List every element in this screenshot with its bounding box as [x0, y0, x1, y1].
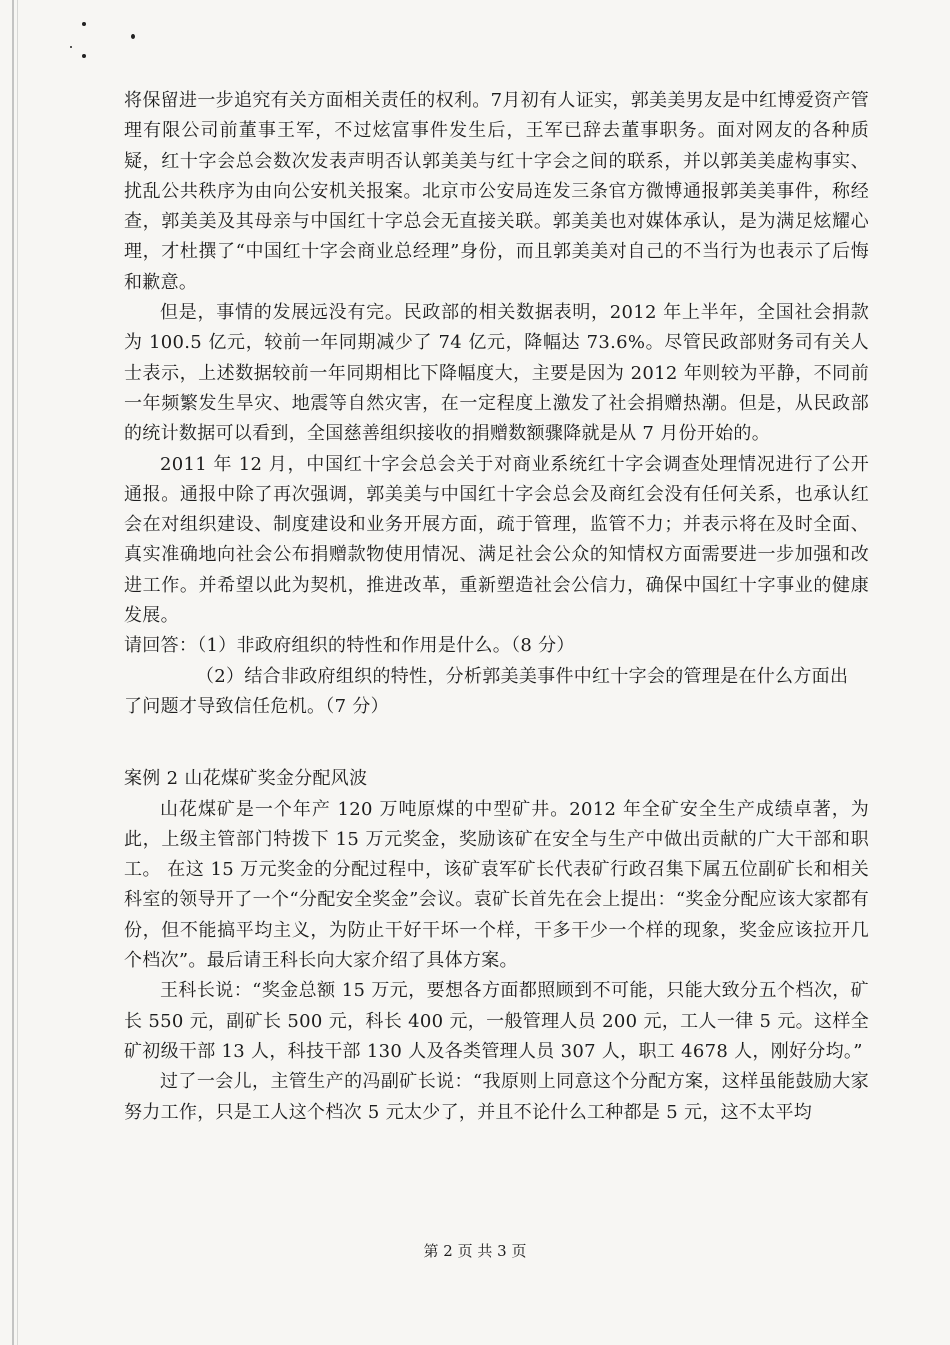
page-number: 第 2 页 共 3 页: [423, 1242, 527, 1260]
scan-edge-line-secondary: [17, 0, 18, 1345]
scan-edge-line: [12, 0, 14, 1345]
question-2: （2）结合非政府组织的特性，分析郭美美事件中红十字会的管理是在什么方面出: [196, 665, 849, 687]
question-2-continued: 了问题才导致信任危机。（7 分）: [124, 695, 389, 717]
scan-speck: [82, 22, 86, 26]
case-2-paragraph-2: 王科长说：“奖金总额 15 万元，要想各方面都照顾到不可能，只能大致分五个档次，矿长 550 元，副矿长 500 元，科长 400 元，一般管理人员 200 元，工人一律 5 元。这样全矿初级干部 13 人，科技干部 130 人及各类管理人员 307 人，职工 4678 人，刚好分均。”: [124, 980, 869, 1062]
scan-speck: [131, 34, 135, 39]
paragraph-2: 但是，事情的发展远没有完。民政部的相关数据表明，2012 年上半年，全国社会捐款为 100.5 亿元，较前一年同期减少了 74 亿元，降幅达 73.6%。尽管民政部财务司有关人士表示，上述数据较前一年同期相比下降幅度大，主要是因为 2012 年则较为平静，不同前一年频繁发生旱灾、地震等自然灾害，在一定程度上激发了社会捐赠热潮。但是，从民政部的统计数据可以看到，全国慈善组织接收的捐赠数额骤降就是从 7 月份开始的。: [124, 302, 869, 445]
scan-speck: [82, 54, 86, 58]
case-2-paragraph-1: 山花煤矿是一个年产 120 万吨原煤的中型矿井。2012 年全矿安全生产成绩卓著，为此，上级主管部门特拨下 15 万元奖金，奖励该矿在安全与生产中做出贡献的广大干部和职工。 在这 15 万元奖金的分配过程中，该矿袁军矿长代表矿行政召集下属五位副矿长和相关科室的领导开了一个“分配安全奖金”会议。袁矿长首先在会上提出：“奖金分配应该大家都有份，但不能搞平均主义，为防止干好干坏一个样，干多干少一个样的现象，奖金应该拉开几个档次”。最后请王科长向大家介绍了具体方案。: [124, 798, 869, 972]
case-2-paragraph-3: 过了一会儿，主管生产的冯副矿长说：“我原则上同意这个分配方案，这样虽能鼓励大家努力工作，只是工人这个档次 5 元太少了，并且不论什么工种都是 5 元，这不太平均: [124, 1071, 869, 1123]
case-2-title: 案例 2 山花煤矿奖金分配风波: [124, 768, 368, 790]
scan-speck: [70, 46, 72, 48]
paragraph-1: 将保留进一步追究有关方面相关责任的权利。7月初有人证实，郭美美男友是中红博爱资产管理有限公司前董事王军，不过炫富事件发生后，王军已辞去董事职务。面对网友的各种质疑，红十字会总会数次发表声明否认郭美美与红十字会之间的联系，并以郭美美虚构事实、扰乱公共秩序为由向公安机关报案。北京市公安局连发三条官方微博通报郭美美事件，称经查，郭美美及其母亲与中国红十字总会无直接关联。郭美美也对媒体承认，是为满足炫耀心理，才杜撰了“中国红十字会商业总经理”身份，而且郭美美对自己的不当行为也表示了后悔和歉意。: [124, 90, 869, 293]
document-body: [124, 86, 869, 1128]
paragraph-3: 2011 年 12 月，中国红十字会总会关于对商业系统红十字会调查处理情况进行了公开通报。通报中除了再次强调，郭美美与中国红十字会总会及商红会没有任何关系，也承认红会在对组织建设、制度建设和业务开展方面，疏于管理，监管不力；并表示将在及时全面、真实准确地向社会公布捐赠款物使用情况、满足社会公众的知情权方面需要进一步加强和改进工作。并希望以此为契机，推进改革，重新塑造社会公信力，确保中国红十字事业的健康发展。: [124, 453, 869, 627]
question-1: 请回答：（1）非政府组织的特性和作用是什么。（8 分）: [124, 635, 575, 657]
